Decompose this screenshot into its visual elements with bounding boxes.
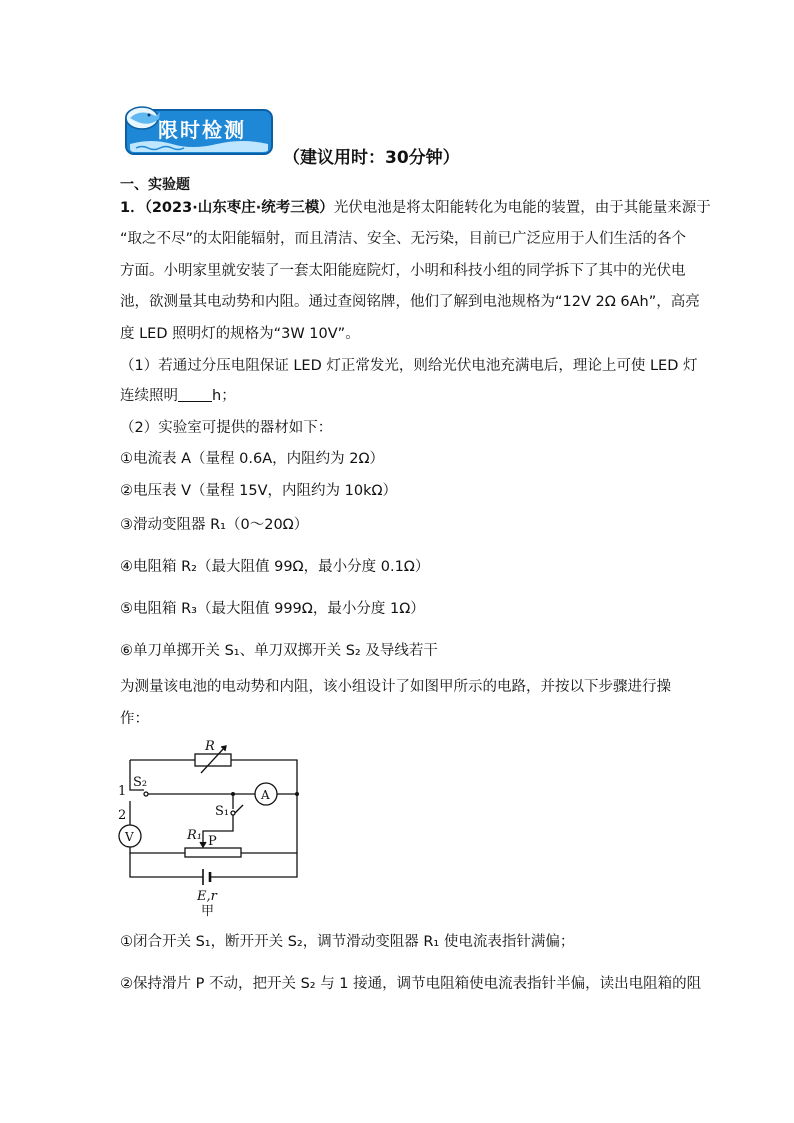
label-A: A bbox=[261, 788, 270, 802]
equipment-4: ④电阻箱 R₂（最大阻值 99Ω，最小分度 0.1Ω） bbox=[120, 559, 430, 575]
part2-intro: （2）实验室可提供的器材如下： bbox=[120, 420, 333, 436]
part1-line-2 bbox=[120, 386, 236, 406]
label-P: P bbox=[208, 834, 217, 849]
equipment-6: ⑥单刀单掷开关 S₁、单刀双掷开关 S₂ 及导线若干 bbox=[120, 643, 438, 659]
badge-title: 限时检测 bbox=[158, 118, 246, 142]
label-R: R bbox=[205, 739, 215, 754]
circuit-diagram bbox=[115, 735, 315, 917]
label-2: 2 bbox=[118, 808, 127, 823]
rheostat-R1 bbox=[185, 848, 241, 857]
label-S1: S₁ bbox=[215, 804, 230, 819]
part1-text-b: h； bbox=[212, 388, 236, 404]
equipment-3: ③滑动变阻器 R₁（0～20Ω） bbox=[120, 517, 309, 533]
question-number: 1． bbox=[120, 200, 145, 216]
stem-text-1: 光伏电池是将太阳能转化为电能的装置，由于其能量来源于 bbox=[333, 200, 711, 216]
figure-caption: 甲 bbox=[201, 904, 215, 917]
label-Er: E,r bbox=[197, 889, 217, 904]
part1-line-1: （1）若通过分压电阻保证 LED 灯正常发光，则给光伏电池充满电后，理论上可使 LED 灯 bbox=[120, 358, 698, 374]
stem-line-5: 度 LED 照明灯的规格为“3W 10V”。 bbox=[120, 326, 360, 342]
time-note: （建议用时：30分钟） bbox=[283, 148, 460, 168]
design-line-2: 作： bbox=[120, 711, 149, 727]
label-V: V bbox=[125, 830, 134, 844]
stem-line-1 bbox=[120, 198, 711, 218]
answer-blank[interactable] bbox=[178, 387, 212, 402]
stem-line-2: “取之不尽”的太阳能辐射，而且清洁、安全、无污染，目前已广泛应用于人们生活的各个 bbox=[120, 231, 687, 247]
stem-line-4: 池，欲测量其电动势和内阻。通过查阅铭牌，他们了解到电池规格为“12V 2Ω 6Ah”，高亮 bbox=[120, 294, 700, 310]
label-S2: S₂ bbox=[133, 775, 148, 790]
equipment-1: ①电流表 A（量程 0.6A，内阻约为 2Ω） bbox=[120, 451, 385, 467]
equipment-2: ②电压表 V（量程 15V，内阻约为 10kΩ） bbox=[120, 483, 398, 499]
part1-text-a: 连续照明 bbox=[120, 388, 178, 404]
stem-line-3: 方面。小明家里就安装了一套太阳能庭院灯，小明和科技小组的同学拆下了其中的光伏电 bbox=[120, 263, 686, 279]
design-line-1: 为测量该电池的电动势和内阻，该小组设计了如图甲所示的电路，并按以下步骤进行操 bbox=[120, 679, 671, 695]
question-source: （2023·山东枣庄·统考三模） bbox=[144, 200, 334, 216]
label-R1: R₁ bbox=[187, 828, 202, 843]
step-1: ①闭合开关 S₁，断开开关 S₂，调节滑动变阻器 R₁ 使电流表指针满偏； bbox=[120, 934, 575, 950]
section-title: 一、实验题 bbox=[120, 177, 190, 193]
equipment-5: ⑤电阻箱 R₃（最大阻值 999Ω，最小分度 1Ω） bbox=[120, 601, 425, 617]
label-1: 1 bbox=[118, 784, 127, 799]
step-2: ②保持滑片 P 不动，把开关 S₂ 与 1 接通，调节电阻箱使电流表指针半偏，读出电阻箱的阻 bbox=[120, 976, 702, 992]
